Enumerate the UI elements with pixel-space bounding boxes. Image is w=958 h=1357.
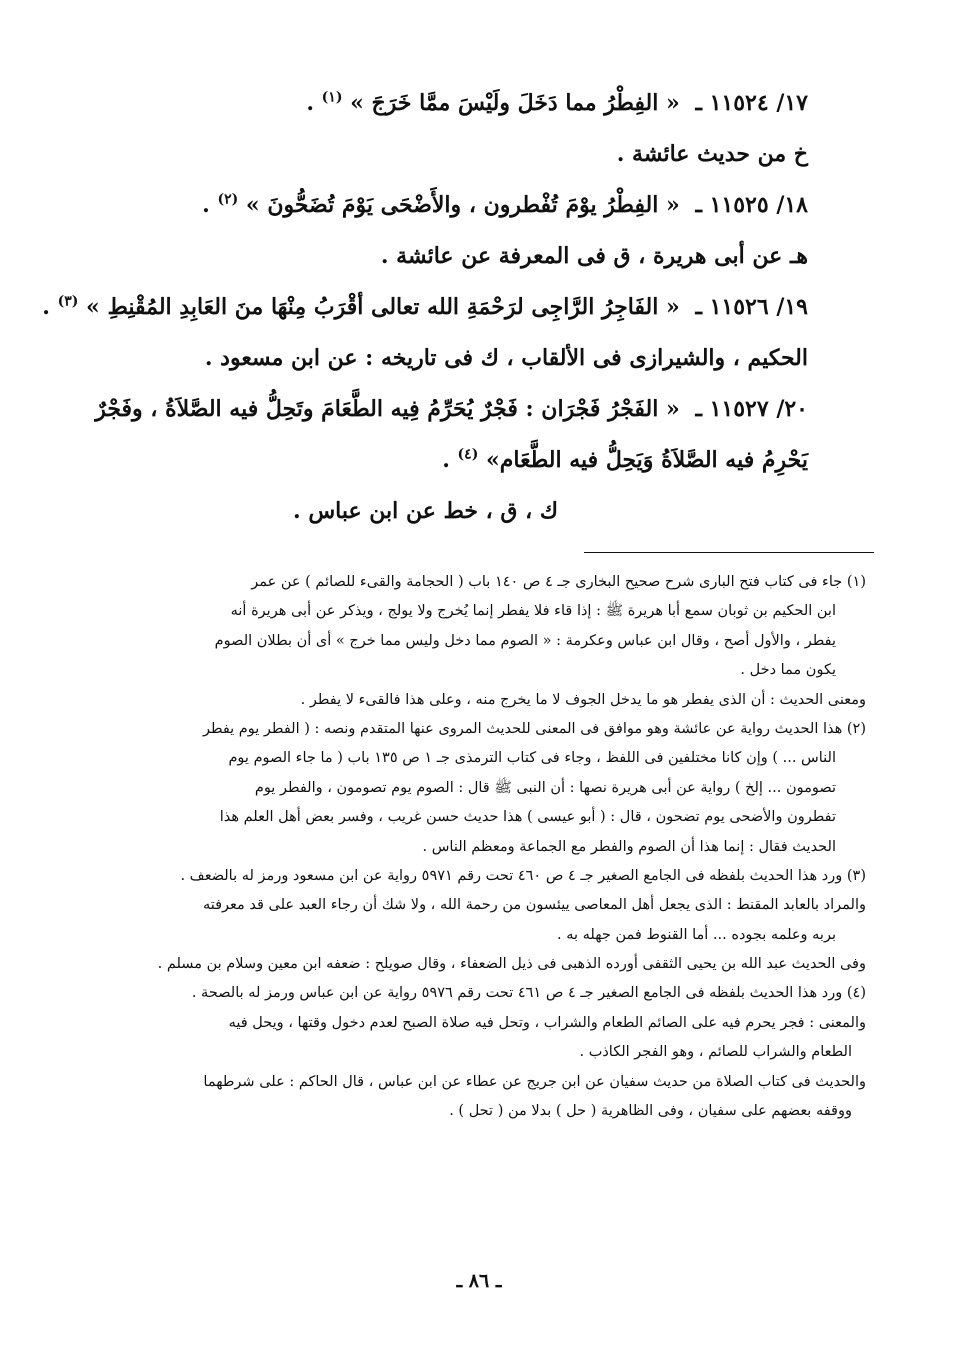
footnote-line: تفطرون والأضحى يوم تضحون ، قال : ( أبو عيسى ) هذا حديث حسن غريب ، وفسر بعض أهل العلم هذا xyxy=(219,809,836,826)
footnote-line: الطعام والشراب للصائم ، وهو الفجر الكاذب . xyxy=(579,1044,852,1061)
footnote-line: (١) جاء فى كتاب فتح البارى شرح صحيح البخارى جـ ٤ ص ١٤٠ باب ( الحجامة والقىء للصائم ) عن عمر xyxy=(251,574,866,590)
footnote-line: (٤) ورد هذا الحديث بلفظه فى الجامع الصغير جـ ٤ ص ٤٦١ تحت رقم ٥٩٧٦ رواية عن ابن عباس ورمز له بالصحة . xyxy=(191,985,866,1002)
hadith-entry-19 xyxy=(42,282,808,333)
footnote-line: تصومون ... إلخ ) رواية عن أبى هريرة نصها : أن النبى ﷺ قال : الصوم يوم تصومون ، والفطر يوم xyxy=(254,779,836,796)
punctuation: . xyxy=(42,294,50,320)
hadith-source-19: الحكيم ، والشيرازى فى الألقاب ، ك فى تاريخه : عن ابن مسعود . xyxy=(204,345,808,371)
footnote-line: والمعنى : فجر يحرم فيه على الصائم الطعام والشراب ، وتحل فيه صلاة الصبح لعدم دخول وقتها ، ويحل فيه xyxy=(228,1014,866,1031)
footnote-line: يفطر ، والأول أصح ، وقال ابن عباس وعكرمة : « الصوم مما دخل وليس مما خرج » أى أن بطلان الصوم xyxy=(214,632,836,649)
punctuation: . xyxy=(202,192,210,218)
hadith-text: « الفِطْرُ يوْمَ تُفْطرون ، والأَضْحَى يَوْمَ تُضَحُّونَ » xyxy=(245,192,680,218)
footnote-line: وفى الحديث عبد الله بن يحيى الثقفى أورده الذهبى فى ذيل الضعفاء ، وقال صويلح : ضعفه ابن معين وسلام بن مسلم . xyxy=(157,956,866,973)
footnote-line: الحديث فقال : إنما هذا أن الصوم والفطر مع الجماعة ومعظم الناس . xyxy=(422,838,836,855)
hadith-number: ١٩/ ١١٥٢٦ ـ xyxy=(695,294,808,320)
footnotes xyxy=(82,568,866,1126)
hadith-entry-20 xyxy=(88,384,808,435)
hadith-entry-18 xyxy=(88,180,808,231)
footnote-line: يكون مما دخل . xyxy=(740,662,836,679)
footnote-line: والحديث فى كتاب الصلاة من حديث سفيان عن ابن جريج عن عطاء عن ابن عباس ، قال الحاكم : على شرطهما xyxy=(203,1073,866,1090)
hadith-number: ١٨/ ١١٥٢٥ ـ xyxy=(695,192,808,218)
footnote-ref: (٣) xyxy=(57,293,79,310)
hadith-text: يَحْرِمُ فيه الصَّلاَةُ وَيَحِلُّ فيه الطَّعَام» xyxy=(486,447,808,473)
footnote-ref: (١) xyxy=(321,89,343,106)
hadith-number: ١٧/ ١١٥٢٤ ـ xyxy=(695,90,808,116)
footnote-ref: (٤) xyxy=(457,446,479,463)
hadith-entry-20-continued xyxy=(88,435,808,486)
footnote-line: ومعنى الحديث : أن الذى يفطر هو ما يدخل الجوف لا ما يخرج منه ، وعلى هذا فالقىء لا يفطر . xyxy=(300,691,866,708)
hadith-text: « الفِطْرُ مما دَخَلَ ولَيْسَ ممَّا خَرَجَ » xyxy=(350,90,680,116)
hadith-source-18: هـ عن أبى هريرة ، ق فى المعرفة عن عائشة . xyxy=(380,243,808,269)
page-number: ـ ٨٦ ـ xyxy=(456,1270,502,1292)
punctuation: . xyxy=(306,90,314,116)
footnote-ref: (٢) xyxy=(217,191,239,208)
hadith-text: « الفَجْرُ فَجْرَان : فَجْرٌ يُحَرِّمُ فِيه الطَّعَامَ وتَحِلُّ فيه الصَّلاَةُ ، وفَجْرٌ xyxy=(95,396,680,422)
hadith-source-20: ك ، ق ، خط عن ابن عباس . xyxy=(293,498,558,524)
footnote-line: ابن الحكيم بن ثوبان سمع أبا هريرة ﷺ : إذا قاء فلا يفطر إنما يُخرج ولا يولج ، ويذكر عن أبى هريرة أنه xyxy=(230,603,836,620)
hadith-number: ٢٠/ ١١٥٢٧ ـ xyxy=(695,396,808,422)
footnote-divider xyxy=(584,552,874,553)
footnote-line: ووقفه بعضهم على سفيان ، وفى الظاهرية ( حل ) بدلا من ( تحل ) . xyxy=(449,1103,852,1120)
hadith-source-17: خ من حديث عائشة . xyxy=(616,141,808,167)
hadith-entry-17 xyxy=(88,78,808,129)
hadith-text: « الفَاجِرُ الرَّاجِى لرَحْمَةِ الله تعالى أقْرَبُ مِنْهَا منَ العَابِدِ المُقْنِطِ » xyxy=(86,294,680,320)
punctuation: . xyxy=(442,447,450,473)
footnote-line: (٢) هذا الحديث رواية عن عائشة وهو موافق فى المعنى للحديث المروى عنها المتقدم ونصه : ( الفطر يوم يفطر xyxy=(202,720,866,737)
footnote-line: والمراد بالعابد المقنط : الذى يجعل أهل المعاصى ييئسون من رحمة الله ، ولا شك أن رجاء العبد على قد معرفته xyxy=(202,897,866,914)
hadith-entries xyxy=(42,78,808,537)
footnote-line: الناس ... ) وإن كانا مختلفين فى اللفظ ، وجاء فى كتاب الترمذى جـ ١ ص ١٣٥ باب ( ما جاء الصوم يوم xyxy=(228,750,836,767)
footnote-line: بربه وعلمه بجوده ... أما القنوط فمن جهله به . xyxy=(557,926,836,943)
footnote-line: (٣) ورد هذا الحديث بلفظه فى الجامع الصغير جـ ٤ ص ٤٦٠ تحت رقم ٥٩٧١ رواية عن ابن مسعود ورمز له بالضعف . xyxy=(180,867,866,884)
